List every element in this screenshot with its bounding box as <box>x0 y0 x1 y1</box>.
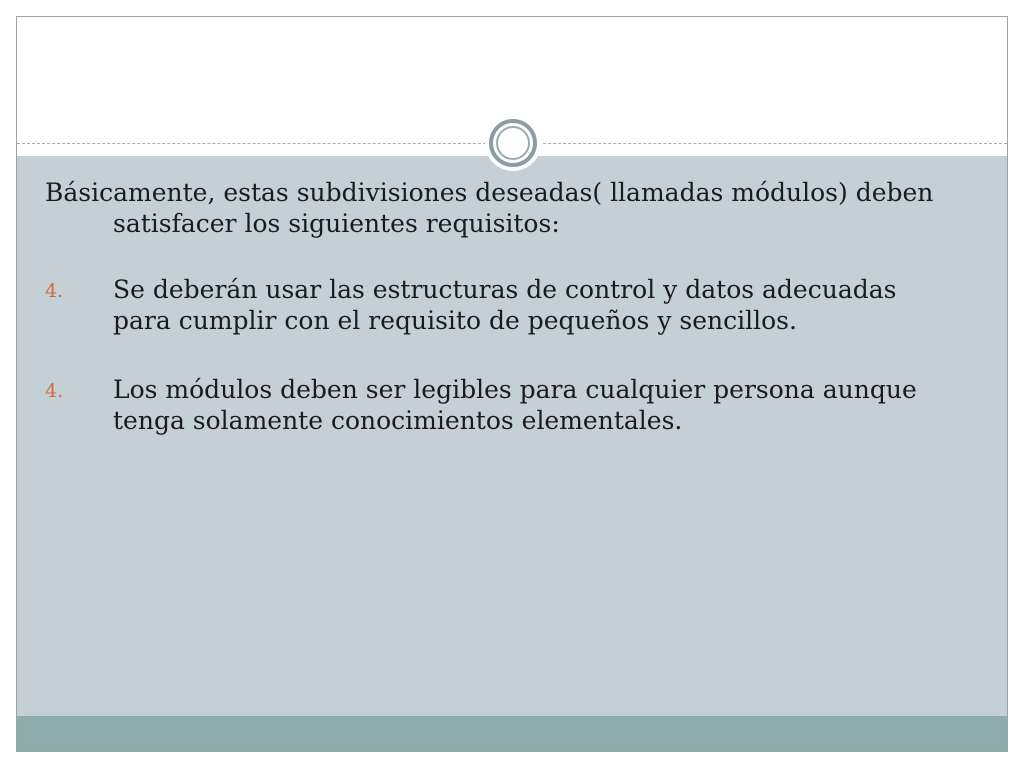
list-item <box>45 274 955 336</box>
list-item-number: 4. <box>45 280 64 302</box>
ring-ornament-icon <box>485 115 541 171</box>
slide-footer-band <box>17 716 1007 751</box>
slide-content <box>45 177 955 474</box>
slide <box>16 16 1008 752</box>
list-item <box>45 374 955 436</box>
list-item-text: Se deberán usar las estructuras de control y datos adecuadas para cumplir con el requisito de pequeños y sencillos. <box>113 275 897 335</box>
intro-paragraph: Básicamente, estas subdivisiones deseadas( llamadas módulos) deben satisfacer los siguientes requisitos: <box>45 178 934 238</box>
list-item-number: 4. <box>45 380 64 402</box>
list-item-text: Los módulos deben ser legibles para cualquier persona aunque tenga solamente conocimientos elementales. <box>113 375 917 435</box>
